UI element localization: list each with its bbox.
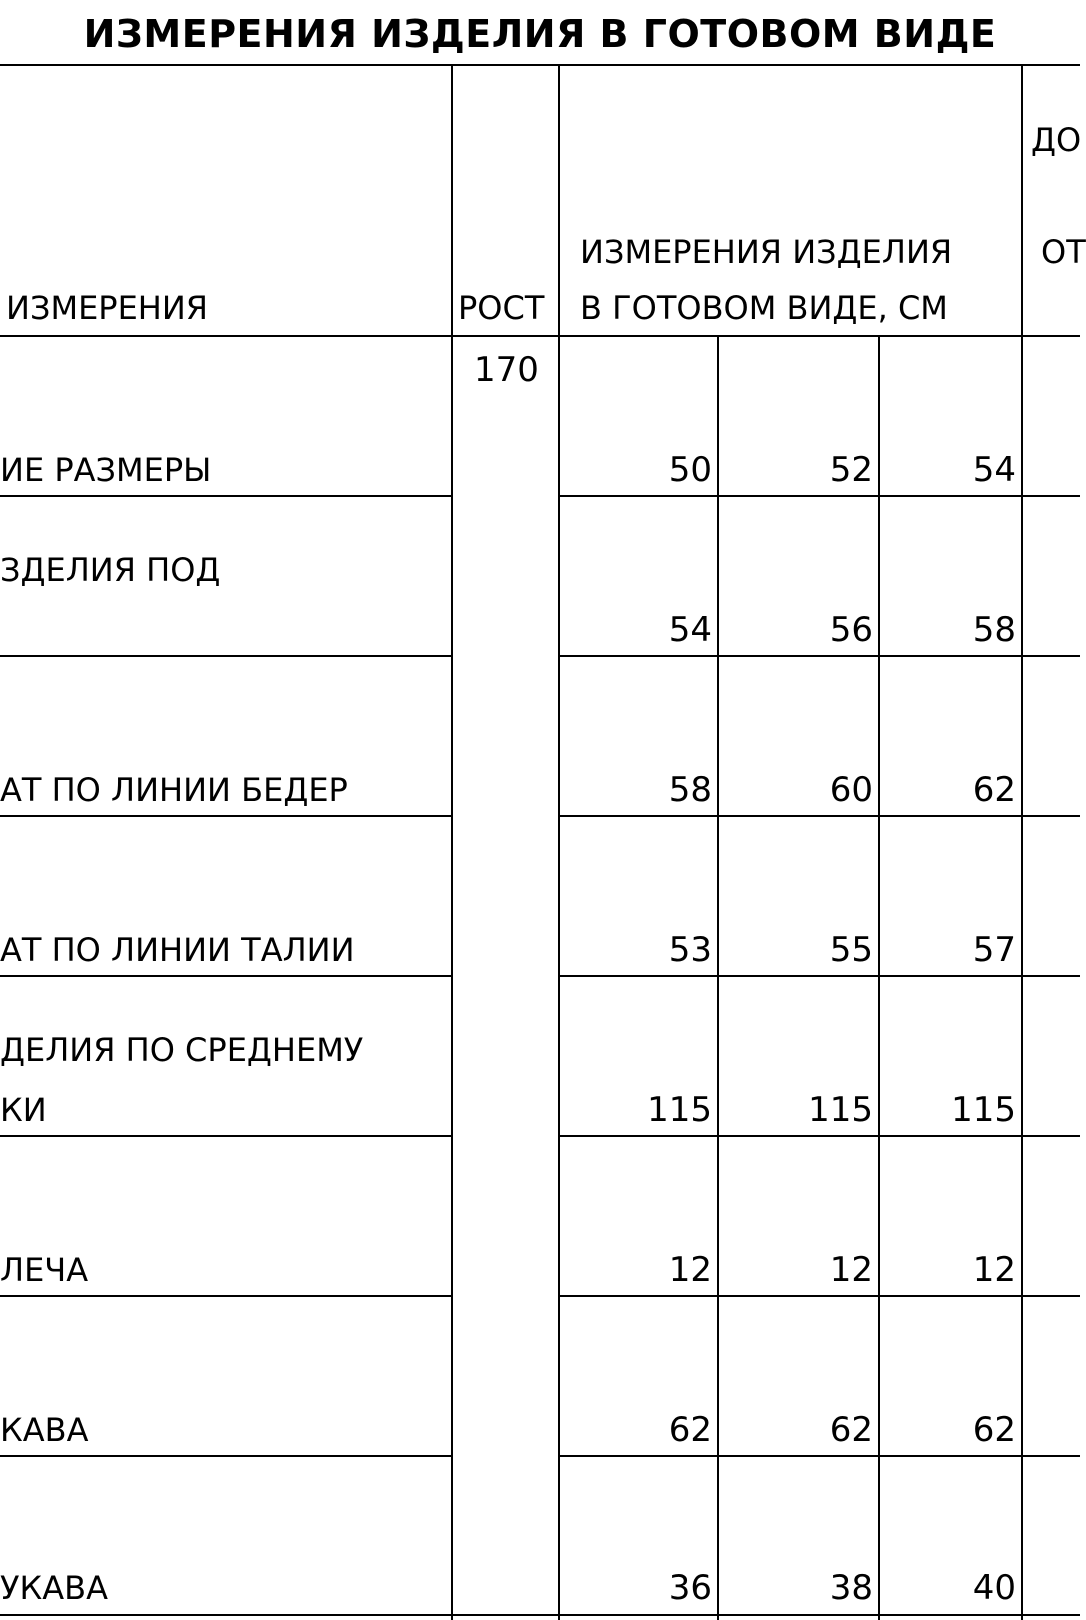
row-value: 62 [668, 1410, 712, 1450]
row-label-line1: ЗДЕЛИЯ ПОД [0, 551, 221, 589]
row-divider [0, 1455, 451, 1457]
row-value: 50 [668, 450, 712, 490]
row-label-line2: КИ [0, 1091, 47, 1129]
row-divider [558, 975, 1080, 977]
row-value: 115 [951, 1090, 1016, 1130]
row-divider [0, 975, 451, 977]
row-value: 58 [668, 770, 712, 810]
header-measurement-name: ИЗМЕРЕНИЯ [6, 289, 209, 327]
header-measure-line1: ИЗМЕРЕНИЯ ИЗДЕЛИЯ [580, 233, 953, 271]
row-divider [0, 64, 1080, 66]
row-value: 55 [829, 930, 873, 970]
col-divider [451, 66, 453, 1620]
row-value: 54 [668, 610, 712, 650]
row-divider [558, 1455, 1080, 1457]
row-value: 57 [972, 930, 1016, 970]
row-label-line2: ЛЕЧА [0, 1251, 89, 1289]
row-value: 54 [972, 450, 1016, 490]
row-value: 62 [972, 770, 1016, 810]
row-value: 60 [829, 770, 873, 810]
col-divider [1021, 66, 1023, 1620]
row-label-line2: ИЕ РАЗМЕРЫ [0, 451, 212, 489]
row-divider [0, 815, 451, 817]
row-divider [0, 1295, 451, 1297]
row-value: 62 [972, 1410, 1016, 1450]
row-label-line2: АТ ПО ЛИНИИ ТАЛИИ [0, 931, 355, 969]
row-divider [558, 655, 1080, 657]
row-divider [558, 1295, 1080, 1297]
row-divider [0, 1135, 451, 1137]
row-divider [0, 495, 451, 497]
header-measure-line2: В ГОТОВОМ ВИДЕ, СМ [580, 289, 948, 327]
col-divider [558, 66, 560, 1620]
row-value: 40 [972, 1568, 1016, 1608]
row-value: 115 [808, 1090, 873, 1130]
row-divider [0, 335, 1080, 337]
row-label-line1: ДЕЛИЯ ПО СРЕДНЕМУ [0, 1031, 364, 1069]
header-tolerance-line2: ОТ [1041, 233, 1086, 271]
row-value: 62 [829, 1410, 873, 1450]
row-value: 12 [668, 1250, 712, 1290]
row-divider [558, 1135, 1080, 1137]
header-tolerance-line1: ДО [1031, 121, 1082, 159]
row-label-line2: УКАВА [0, 1569, 108, 1607]
row-divider [558, 815, 1080, 817]
row-label-line2: АТ ПО ЛИНИИ БЕДЕР [0, 771, 348, 809]
row-value: 115 [647, 1090, 712, 1130]
row-value: 52 [829, 450, 873, 490]
table-title: ИЗМЕРЕНИЯ ИЗДЕЛИЯ В ГОТОВОМ ВИДЕ [83, 12, 997, 56]
row-value: 12 [829, 1250, 873, 1290]
row-value: 12 [972, 1250, 1016, 1290]
row-divider [558, 495, 1080, 497]
row-value: 36 [668, 1568, 712, 1608]
row-divider [0, 1614, 1080, 1616]
row-value: 53 [668, 930, 712, 970]
header-height: РОСТ [458, 289, 545, 327]
row-label-line2: КАВА [0, 1411, 89, 1449]
row-value: 38 [829, 1568, 873, 1608]
height-value: 170 [474, 350, 539, 390]
row-value: 56 [829, 610, 873, 650]
row-divider [0, 655, 451, 657]
row-value: 58 [972, 610, 1016, 650]
